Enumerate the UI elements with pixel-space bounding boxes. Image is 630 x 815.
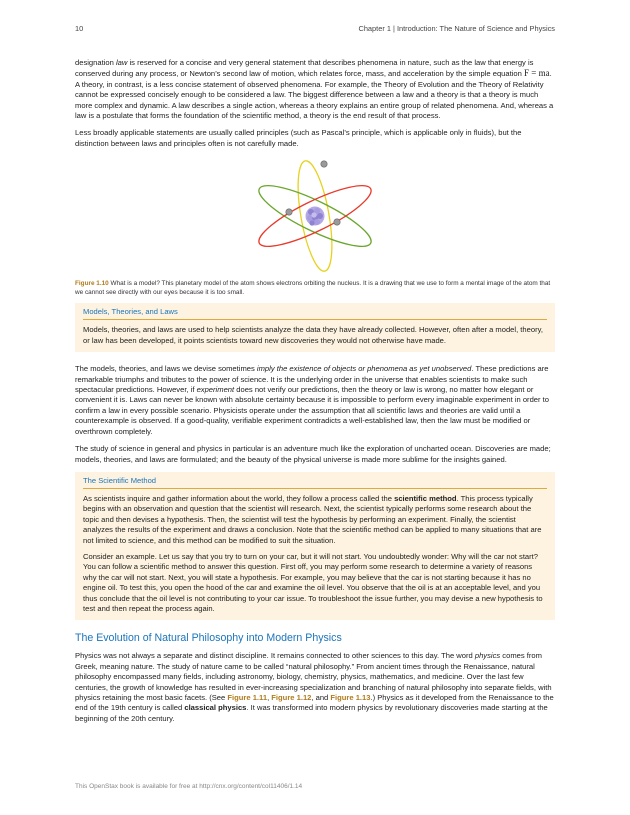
link-figure-1-11[interactable]: Figure 1.11: [227, 693, 268, 702]
callout-body: Models, theories, and laws are used to help scientists analyze the data they have already collected. However, often after a model, theory, or law has been developed, it points scientists toward new discoveries they would not otherwise have made.: [83, 325, 543, 345]
callout-body-2: Consider an example. Let us say that you try to turn on your car, but it will not start. You undoubtedly wonder: Why will the car not start? You can follow a scientific method to answer this question. First off, you may perform some research to determine a variety of reasons why the car will not start. Next, you will state a hypothesis. For example, you may believe that the car is not starting because it has no engine oil. To test this, you open the hood of the car and examine the oil level. You observe that the oil is at an acceptable level, and you thus conclude that the oil level is not contributing to your car issue. To troubleshoot the issue further, you may devise a new hypothesis to test and then repeat the process again.: [83, 551, 543, 613]
page-number: 10: [75, 24, 84, 33]
electron-left: [286, 209, 292, 215]
callout-models-theories-laws: [75, 303, 555, 352]
chapter-title: Chapter 1 | Introduction: The Nature of Science and Physics: [358, 24, 555, 33]
paragraph-evolution: Physics was not always a separate and distinct discipline. It remains connected to other sciences to this day. The word physics comes from Greek, meaning nature. The study of nature came to be called “natural philosophy.” From ancient times through the Renaissance, natural philosophy encompassed many fields, including astronomy, biology, chemistry, physics, mathematics, and medicine. Over the last few centuries, the growth of knowledge has resulted in ever-increasing specialization and branching of natural philosophy into separate fields, with physics retaining the most basic facets. (See Figure 1.11, Figure 1.12, and Figure 1.13.) Physics as it developed from the Renaissance to the end of the 19th century is called classical physics. It was transformed into modern physics by revolutionary discoveries made starting at the beginning of the 20th century.: [75, 651, 554, 723]
electron-right: [334, 219, 340, 225]
nucleus: [306, 207, 325, 226]
paragraph-law-definition: designation law is reserved for a concise and very general statement that describes phenomena in nature, such as the law that energy is conserved during any process, or Newton’s second law of motion, which relates force, mass, and acceleration by the simple equation F = ma. A theory, in contrast, is a less concise statement of observed phenomena. For example, the Theory of Evolution and the Theory of Relativity cannot be expressed concisely enough to be considered a law. The biggest difference between a law and a theory is that a theory is much more complex and dynamic. A law describes a single action, whereas a theory explains an entire group of related phenomena. And, whereas a law is a postulate that forms the foundation of the scientific method, a theory is the end result of that process.: [75, 58, 554, 121]
link-figure-1-12[interactable]: Figure 1.12: [271, 693, 312, 702]
page-content: [75, 58, 555, 731]
callout-title: Models, Theories, and Laws: [83, 307, 547, 320]
law-term: law: [115, 58, 128, 67]
page-footer: This OpenStax book is available for free at http://cnx.org/content/col11406/1.14: [75, 783, 303, 790]
callout-body-1: As scientists inquire and gather information about the world, they follow a process called the scientific method. This process typically begins with an observation and question that the scientist will research. Next, the scientist typically performs some research about the topic and then devises a hypothesis. Then, the scientist will test the hypothesis by performing an experiment. Finally, the scientist analyzes the results of the experiment and draws a conclusion. Note that the scientific method can be applied to many situations that are not limited to science, and this method can be modified to suit the situation.: [83, 493, 542, 545]
section-heading: The Evolution of Natural Philosophy into Modern Physics: [75, 632, 342, 645]
equation-f-ma: F = ma: [523, 68, 550, 79]
callout-title: The Scientific Method: [83, 476, 547, 489]
paragraph-principles: Less broadly applicable statements are usually called principles (such as Pascal’s principle, which is applicable only in fluids), but the distinction between laws and principles often is not carefully made.: [75, 128, 522, 148]
paragraph-adventure: The study of science in general and physics in particular is an adventure much like the exploration of uncharted ocean. Discoveries are made; models, theories, and laws are formulated; and the beauty of the physical universe is made more sublime for the insights gained.: [75, 444, 551, 464]
atom-model-illustration: [245, 156, 385, 276]
electron-top: [321, 161, 327, 167]
figure-atom-model: [75, 156, 555, 276]
callout-scientific-method: [75, 472, 555, 620]
figure-label: Figure 1.10: [75, 280, 109, 288]
figure-caption: Figure 1.10 What is a model? This planetary model of the atom shows electrons orbiting the nucleus. It is a drawing that we use to form a mental image of the atom that we cannot see directly with our eyes because it is too small.: [75, 280, 551, 296]
paragraph-predictions: The models, theories, and laws we devise sometimes imply the existence of objects or phenomena as yet unobserved. These predictions are remarkable triumphs and tributes to the power of science. It is the underlying order in the universe that enables scientists to make such spectacular predictions. However, if experiment does not verify our predictions, then the theory or law is wrong, no matter how elegant or convenient it is. Laws can never be known with absolute certainty because it is impossible to perform every imaginable experiment in order to confirm a law in every possible scenario. Physicists operate under the assumption that all scientific laws and theories are valid until a counterexample is observed. If a good-quality, verifiable experiment contradicts a well-established law, then the law must be modified or overthrown completely.: [75, 364, 550, 436]
page-header: [75, 24, 555, 36]
link-figure-1-13[interactable]: Figure 1.13: [330, 693, 371, 702]
